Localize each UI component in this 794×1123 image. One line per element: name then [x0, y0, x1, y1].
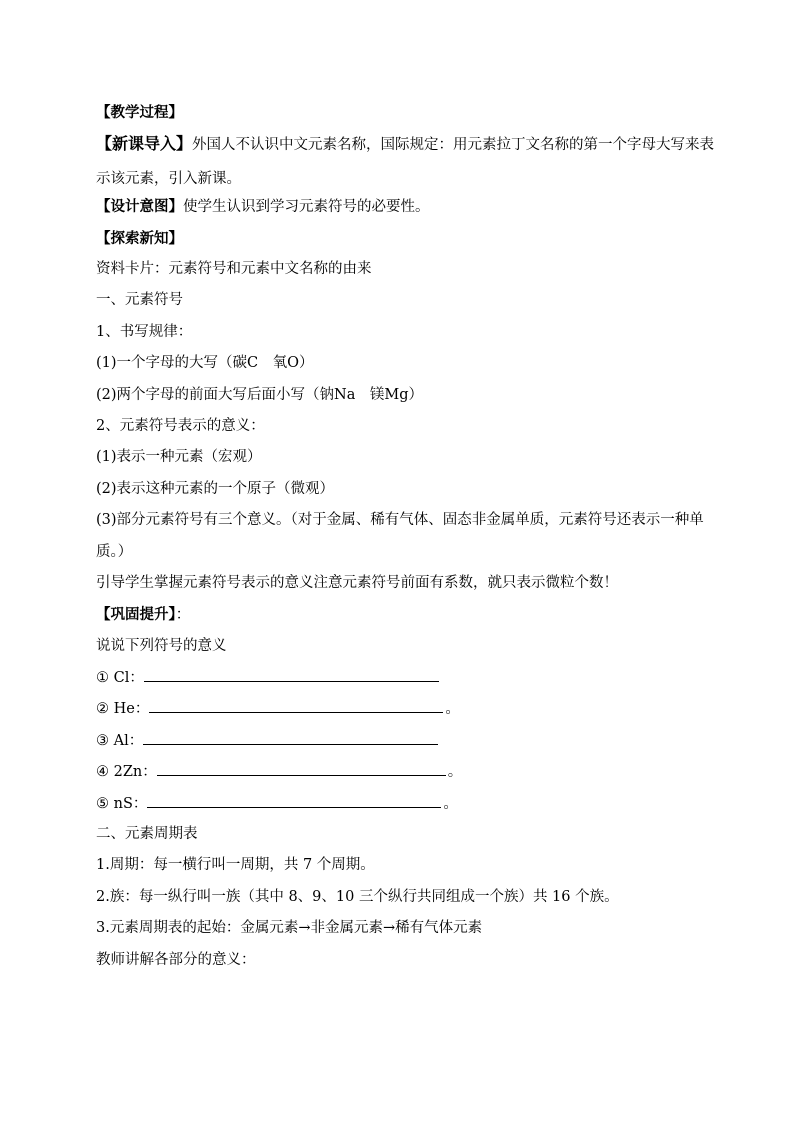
section-2-title: 二、元素周期表: [96, 826, 198, 843]
exercise-label: ① Cl：: [96, 670, 144, 687]
meaning-1: (1)表示一种元素（宏观）: [96, 449, 262, 466]
meaning-title: 2、元素符号表示的意义：: [96, 417, 265, 434]
exercise-tail: 。: [445, 701, 460, 718]
exercise-tail: 。: [447, 764, 463, 781]
info-card-line: 资料卡片：元素符号和元素中文名称的由来: [96, 260, 372, 277]
exercise-label: ⑤ nS：: [96, 795, 148, 812]
document-page: [96, 97, 722, 976]
exercise-item-cl: [96, 662, 722, 693]
exercise-item-ns: [96, 788, 722, 819]
consolidate-colon: ：: [175, 607, 191, 624]
design-text: 使学生认识到学习元素符号的必要性。: [183, 199, 430, 216]
paragraph-consolidate: [96, 599, 722, 630]
exercise-item-he: [96, 693, 722, 724]
exercise-label: ③ Al：: [96, 732, 144, 749]
exercise-prompt: 说说下列符号的意义: [96, 637, 227, 654]
heading-teaching-process: 【教学过程】: [96, 104, 183, 121]
answer-blank-2zn[interactable]: [157, 756, 446, 776]
section-1-title: 一、元素符号: [96, 292, 183, 309]
writing-rule-title: 1、书写规律：: [96, 323, 193, 340]
exercise-item-2zn: [96, 756, 722, 787]
design-label: 【设计意图】: [96, 198, 183, 216]
meaning-2: (2)表示这种元素的一个原子（微观）: [96, 480, 335, 497]
period-text: 1.周期：每一横行叫一周期，共 7 个周期。: [96, 857, 375, 874]
writing-rule-1: (1)一个字母的大写（碳C 氧O）: [96, 355, 314, 372]
heading-explore: 【探索新知】: [96, 229, 183, 247]
meaning-3: (3)部分元素符号有三个意义。（对于金属、稀有气体、固态非金属单质，元素符号还表示一种单质。）: [96, 512, 704, 560]
exercise-label: ② He：: [96, 701, 150, 718]
answer-blank-ns[interactable]: [147, 788, 441, 808]
answer-blank-he[interactable]: [149, 693, 443, 713]
intro-label: 【新课导入】: [96, 134, 193, 154]
answer-blank-cl[interactable]: [144, 662, 439, 682]
paragraph-intro: [96, 128, 722, 191]
writing-rule-2: (2)两个字母的前面大写后面小写（钠Na 镁Mg）: [96, 386, 423, 403]
group-text: 2.族：每一纵行叫一族（其中 8、9、10 三个纵行共同组成一个族）共 16 个族。: [96, 888, 619, 905]
intro-text: 外国人不认识中文元素名称，国际规定：用元素拉丁文名称的第一个字母大写来表示该元素，引入新课。: [96, 137, 715, 187]
consolidate-label: 【巩固提升】: [96, 606, 176, 624]
exercise-item-al: [96, 725, 722, 756]
table-start-text: 3.元素周期表的起始：金属元素→非金属元素→稀有气体元素: [96, 920, 483, 937]
guide-text: 引导学生掌握元素符号表示的意义注意元素符号前面有系数，就只表示微粒个数！: [96, 574, 618, 591]
teacher-explain-text: 教师讲解各部分的意义：: [96, 951, 256, 968]
exercise-label: ④ 2Zn：: [96, 764, 157, 781]
exercise-tail: 。: [443, 795, 458, 812]
paragraph-design: [96, 191, 722, 222]
answer-blank-al[interactable]: [143, 725, 438, 745]
